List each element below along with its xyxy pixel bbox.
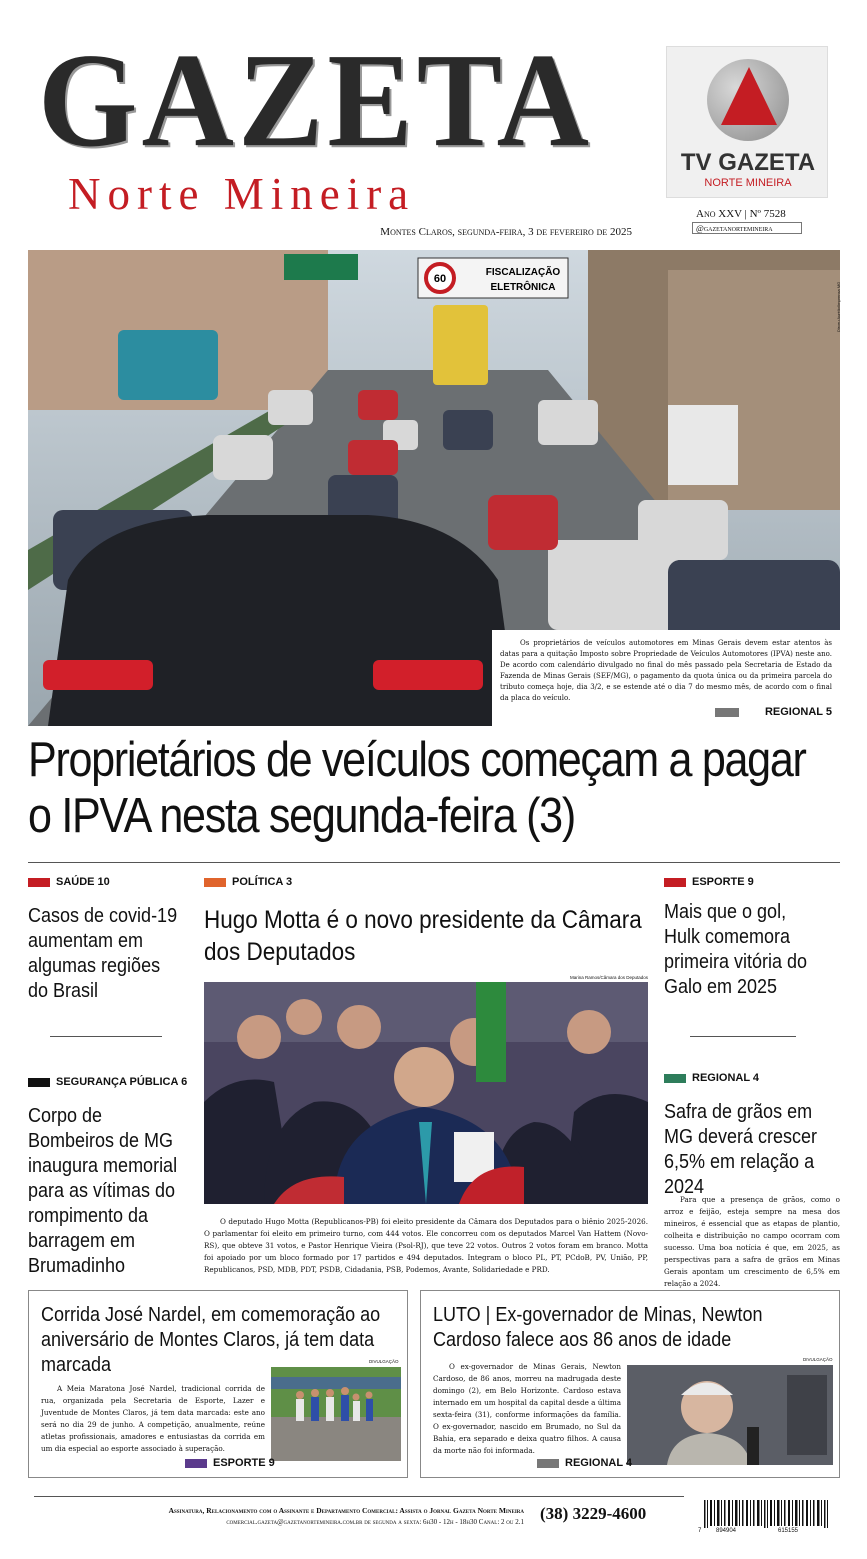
svg-text:FISCALIZAÇÃO: FISCALIZAÇÃO [485, 267, 561, 278]
speed-sign-number: 60 [433, 273, 447, 285]
headline-bombeiros[interactable]: Corpo de Bombeiros de MG inaugura memorial para as vítimas do rompimento da barragem em Brumadinho [28, 1105, 178, 1277]
luto-body: O ex-governador de Minas Gerais, Newton Cardoso, de 86 anos, morreu na madrugada deste domingo (2), em Belo Horizonte. Cardoso estava internado em um hospital da capital desde a última sexta-feira (31), conforme informações da família. O ex-governador, nascido em Brumado, no Sul da Bahia, era separado e deixa quatro filhos. A causa da morte não foi informada. [433, 1362, 621, 1455]
hero-photo-credit: Dirceu Aurélio/Imprensa MG [836, 281, 841, 332]
footer-line-2[interactable]: comercial.gazeta@gazetanortemineira.com.br de segunda a sexta: 6h30 - 12h - 18h30 Canal: 2 ou 2.1 [226, 1518, 524, 1526]
tv-logo-icon [707, 59, 789, 141]
headline-motta[interactable]: Hugo Motta é o novo presidente da Câmara dos Deputados [204, 906, 642, 966]
masthead-subtitle: Norte Mineira [68, 169, 416, 219]
photo-hugo-motta [204, 982, 648, 1204]
barcode-digit-left: 7 [698, 1528, 702, 1534]
divider [50, 1036, 162, 1037]
tag-esporte[interactable] [664, 876, 754, 888]
divider [690, 1036, 796, 1037]
corrida-body: A Meia Maratona José Nardel, tradicional corrida de rua, organizada pela Secretaria de Esporte, Lazer e Juventude de Montes Claros, já tem data marcada: este ano será no dia 29 de junho. A competição, anualmente, reúne atletas profissionais, amadores e entusiastas da corrida em um dia especial ao esporte associado à superação. [41, 1384, 265, 1453]
dateline: Montes Claros, segunda-feira, 3 de fevereiro de 2025 [380, 226, 632, 238]
section-color-bar [537, 1459, 559, 1468]
runners-illustration [271, 1367, 401, 1461]
tag-saude[interactable] [28, 876, 110, 888]
section-color-bar [185, 1459, 207, 1468]
story-box-corrida[interactable] [28, 1290, 408, 1478]
divider [34, 1496, 684, 1497]
motta-body: O deputado Hugo Motta (Republicanos-PB) foi eleito presidente da Câmara dos Deputados para o biênio 2025-2026. O parlamentar foi eleito em primeiro turno, com 444 votos. Ele concorreu com os deputados Marcel Van Hattem (Novo-RS), que obteve 31 votos, e Pastor Henrique Vieira (Psol-RJ), que teve 22 votos. Outros 2 votos foram em branco. Motta foi apoiado por um bloco formado por 17 partidos e 494 deputados. Integram o bloco PL, PT, PCdoB, PV, União, PP, Republicanos, PSD, MDB, PDT, PSDB, Cidadania, PSB, Podemos, Avante, Solidariedade e PRD. [204, 1217, 648, 1274]
tag-regional-label: REGIONAL 4 [692, 1072, 760, 1084]
section-color-bar [715, 708, 739, 717]
tv-subtitle: NORTE MINEIRA [704, 177, 792, 189]
plenary-illustration [204, 982, 648, 1204]
footer-line-1: Assinatura, Relacionamento com o Assinante e Departamento Comercial: Assista o Jornal Gazeta Norte Mineira [168, 1506, 524, 1515]
tag-saude-label: SAÚDE 10 [56, 876, 110, 888]
footer-phone[interactable]: (38) 3229-4600 [540, 1504, 647, 1523]
tv-logo-triangle-icon [721, 67, 777, 125]
barcode-digits-right: 615155 [778, 1528, 799, 1534]
section-color-bar [664, 878, 686, 887]
issue-number: Ano XXV | Nº 7528 [696, 208, 786, 220]
tag-seguranca-label: SEGURANÇA PÚBLICA 6 [56, 1076, 188, 1088]
tv-name: TV GAZETA [680, 149, 816, 176]
luto-photo-credit: DIVULGAÇÃO [803, 1357, 833, 1362]
tag-seguranca[interactable] [28, 1076, 187, 1088]
tag-esporte-corrida-label: ESPORTE 9 [213, 1457, 275, 1469]
divider [28, 862, 840, 863]
section-color-bar [204, 878, 226, 887]
tag-regional-luto[interactable] [537, 1457, 632, 1469]
social-handle[interactable]: @gazetanortemineira [692, 222, 802, 234]
headline-luto[interactable]: LUTO | Ex-governador de Minas, Newton Cardoso falece aos 86 anos de idade [433, 1304, 763, 1351]
hero-section-tag[interactable] [715, 707, 832, 718]
hero-section-label: REGIONAL 5 [764, 706, 832, 718]
corrida-photo-credit: DIVULGAÇÃO [369, 1359, 399, 1364]
headline-covid[interactable]: Casos de covid-19 aumentam em algumas regiões do Brasil [28, 905, 178, 1002]
photo-runners [271, 1367, 401, 1461]
tag-regional-luto-label: REGIONAL 4 [565, 1457, 633, 1469]
tag-politica[interactable] [204, 876, 292, 888]
hero-caption-text: Os proprietários de veículos automotores em Minas Gerais devem estar atentos às datas para a quitação Imposto sobre Propriedade de Veículos Automotores (IPVA) neste ano. De acordo com calendário divulgado no final do mês passado pela Secretaria de Estado da Fazenda de Minas Gerais (SEF/MG), o pagamento da quota única ou da primeira parcela do tributo começa hoje, dia 3/2, e se estende até o dia 7 do mesmo mês, de acordo com o final da placa do veículo. [500, 639, 832, 702]
tag-esporte-corrida[interactable] [185, 1457, 275, 1469]
barcode-digits-mid: 894904 [716, 1528, 737, 1534]
tv-gazeta-ad[interactable] [666, 46, 828, 198]
main-headline[interactable]: Proprietários de veículos começam a pagar o IPVA nesta segunda-feira (3) [28, 733, 806, 843]
headline-hulk[interactable]: Mais que o gol, Hulk comemora primeira vitória do Galo em 2025 [664, 901, 808, 998]
tag-politica-label: POLÍTICA 3 [232, 876, 293, 888]
hero-caption [492, 630, 840, 726]
tag-regional[interactable] [664, 1072, 759, 1084]
tag-esporte-label: ESPORTE 9 [692, 876, 754, 888]
masthead-title: GAZETA [38, 25, 594, 175]
section-color-bar [664, 1074, 686, 1083]
headline-safra[interactable]: Safra de grãos em MG deverá crescer 6,5% em relação a 2024 [664, 1101, 818, 1198]
safra-body: Para que a presença de grãos, como o arroz e feijão, esteja sempre na mesa dos mineiros, é essencial que as etapas de plantio, colheita e distribuição no campo ocorram com sucesso. Uma boa notícia é que, em 2025, as perspectivas para a safra de grãos em Minas Gerais apontam um crescimento de 6,5% em relação a 2024. [664, 1195, 840, 1288]
headline-corrida[interactable]: Corrida José Nardel, em comemoração ao aniversário de Montes Claros, já tem data marcada [41, 1304, 381, 1376]
photo-newton-cardoso [627, 1365, 833, 1465]
motta-photo-credit: Marina Ramos/Câmara dos Deputados [569, 975, 648, 980]
story-box-luto[interactable] [420, 1290, 840, 1478]
barcode [698, 1500, 840, 1536]
section-color-bar [28, 1078, 50, 1087]
section-color-bar [28, 878, 50, 887]
portrait-illustration [627, 1365, 833, 1465]
svg-text:ELETRÔNICA: ELETRÔNICA [490, 282, 556, 293]
